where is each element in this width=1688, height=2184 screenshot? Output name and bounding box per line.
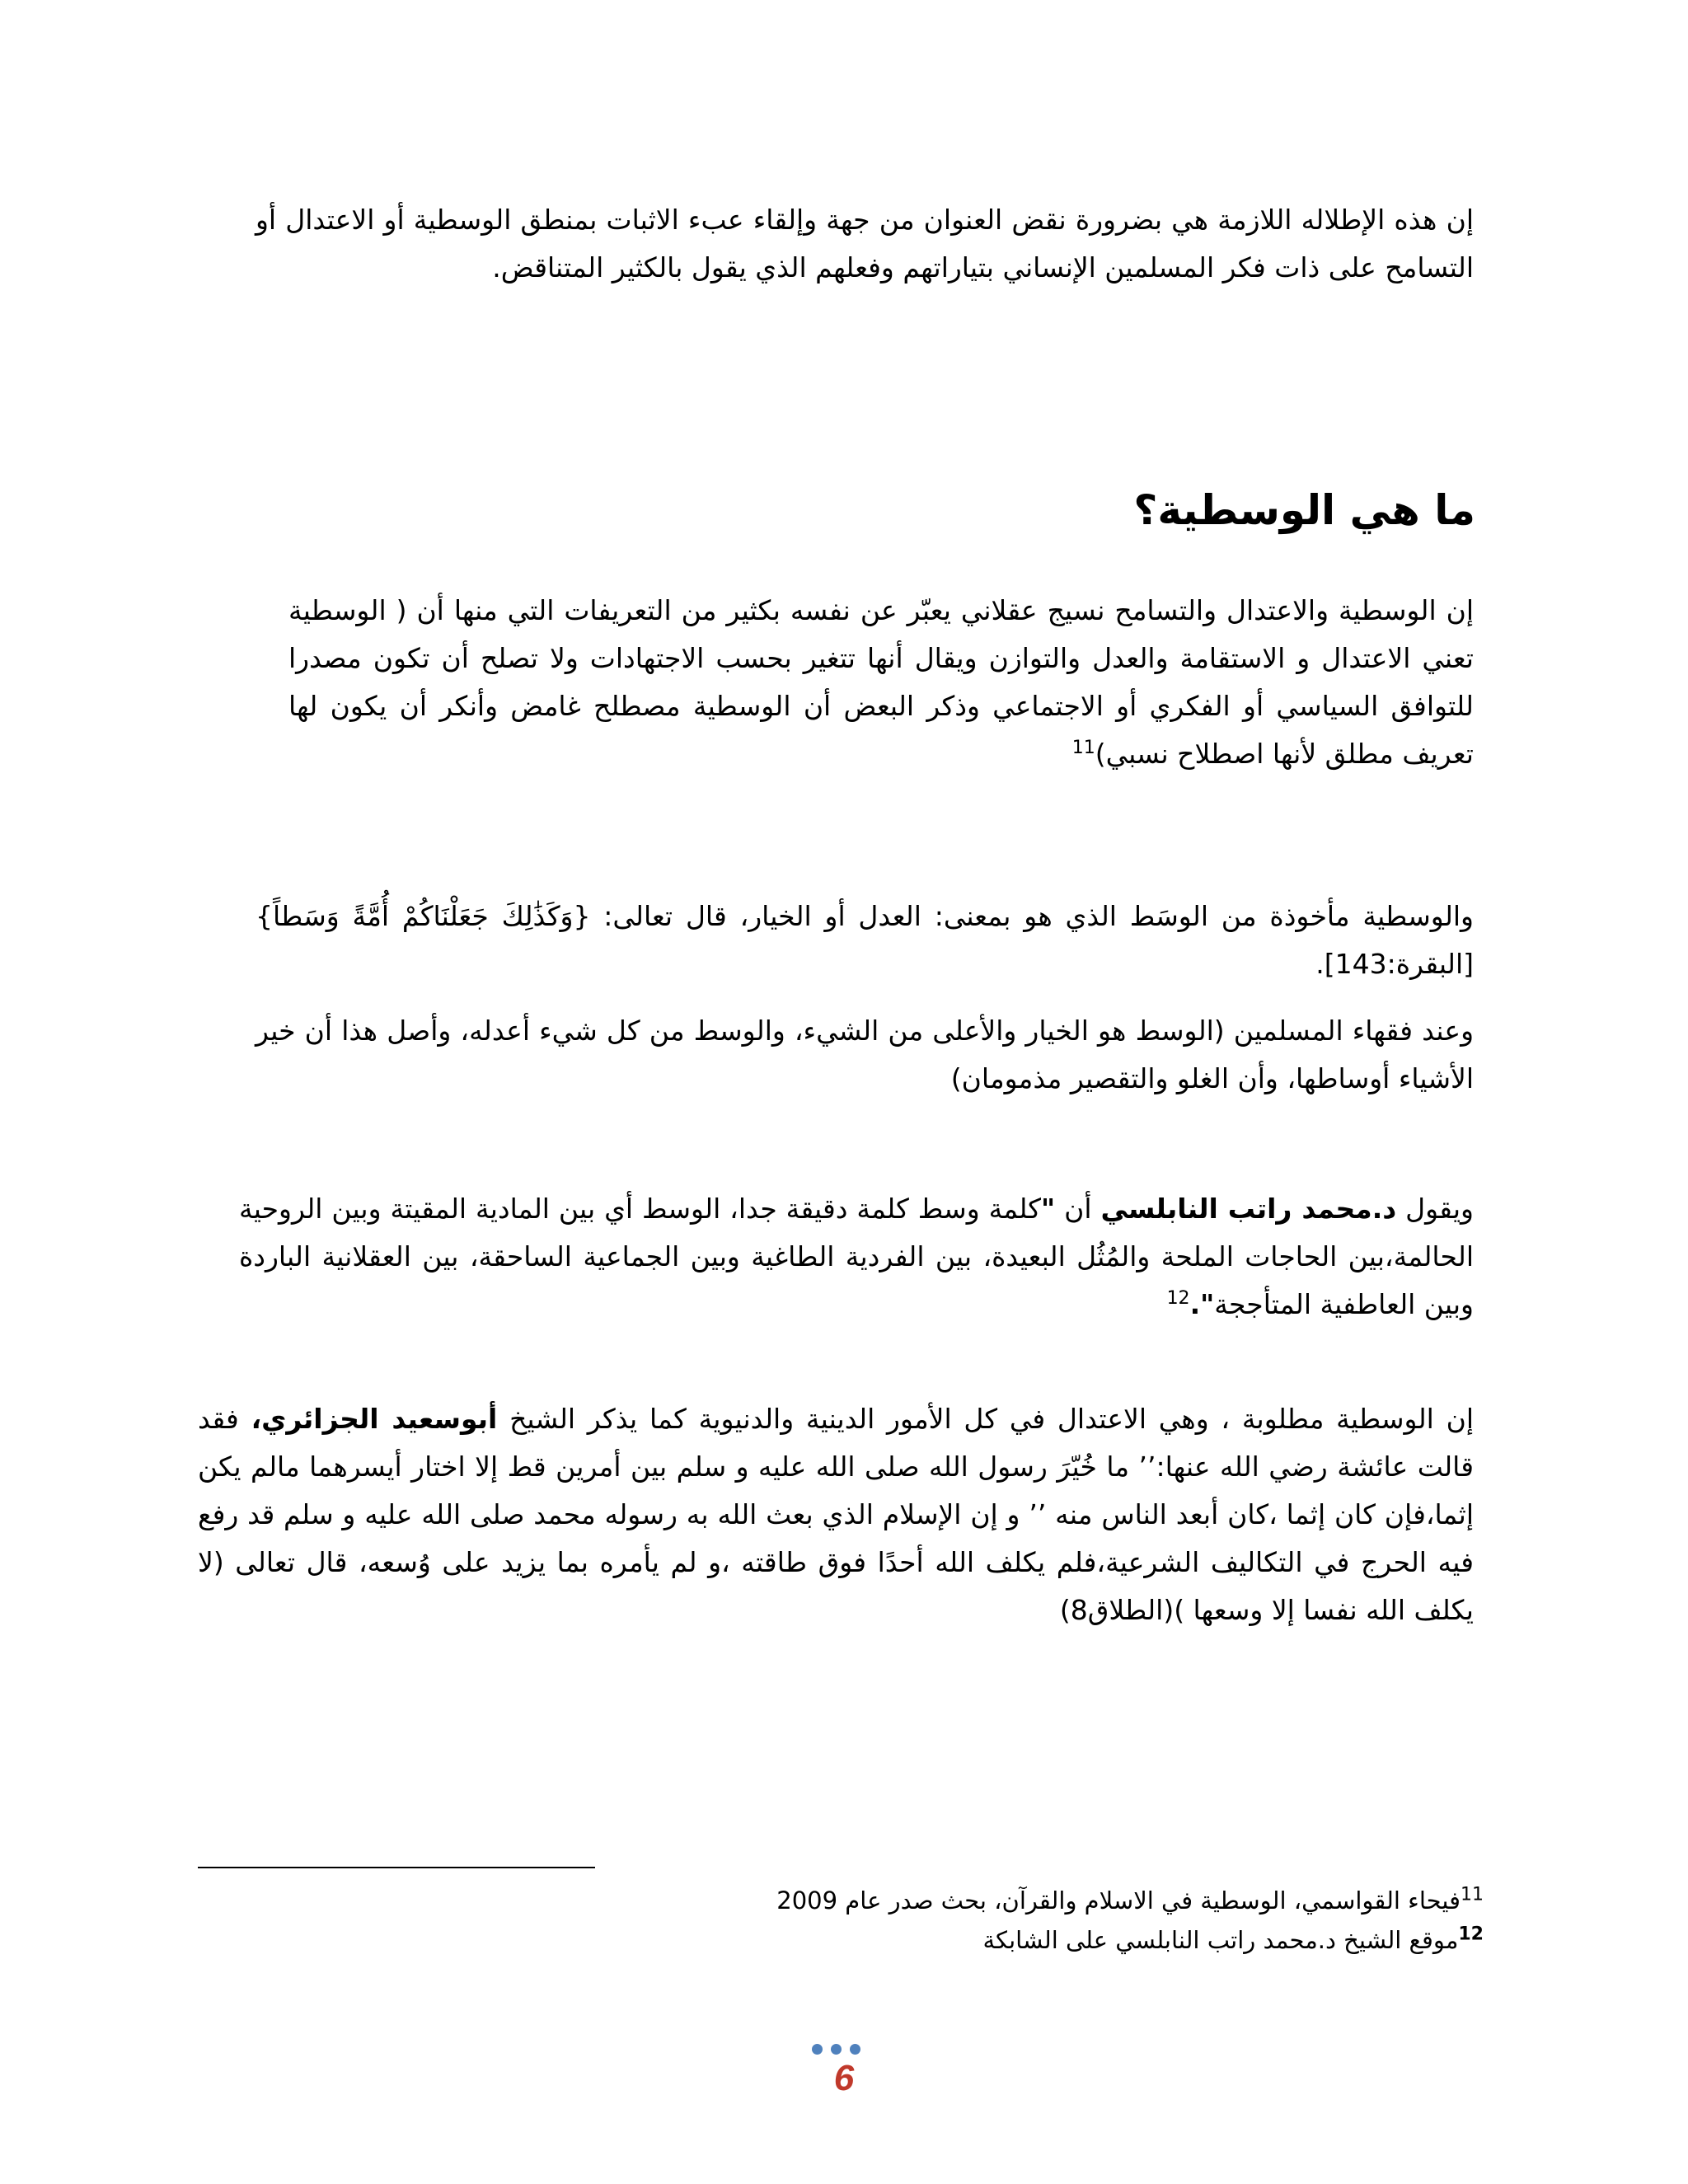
jazairi-text: فقد قالت عائشة رضي الله عنها:’’ ما خُيّرَ رسول الله صلى الله عليه و سلم بين أمرين قط إلا اختار أيسرهما مالم يكن إثما،فإن كان إثما ،كان أبعد الناس منه ’’ و إن الإسلام الذي بعث الله به رسوله محمد صلى الله عليه و سلم قد رفع فيه الحرج في التكاليف الشرعية،فلم يكلف الله أحدًا فوق طاقته ،و لم يأمره بما يزيد على وُسعه، قال تعالى (لا يكلف الله نفسا إلا وسعها )(الطلاق8) [198, 1403, 1474, 1626]
definition-paragraph [288, 587, 1474, 778]
dot-icon [850, 2044, 860, 2055]
page-ornament-dots [812, 2044, 860, 2055]
nabulsi-intro: ويقول [1396, 1193, 1474, 1225]
footnote-number: 11 [1461, 1884, 1484, 1905]
footnote-separator [198, 1867, 595, 1868]
page-number: 6 [833, 2058, 855, 2098]
footnote-11 [776, 1881, 1484, 1920]
dot-icon [812, 2044, 823, 2055]
nabulsi-name: د.محمد راتب النابلسي [1100, 1193, 1397, 1225]
definition-text: إن الوسطية والاعتدال والتسامح نسيج عقلاني يعبّر عن نفسه بكثير من التعريفات التي منها أن ( الوسطية تعني الاعتدال و الاستقامة والعدل والتوازن ويقال أنها تتغير بحسب الاجتهادات ولا تصلح أن تكون مصدرا للتوافق السياسي أو الفكري أو الاجتماعي وذكر البعض أن الوسطية مصطلح غامض وأنكر أن يكون لها تعريف مطلق لأنها اصطلاح نسبي) [288, 594, 1474, 770]
footnote-ref-12: 12 [1166, 1288, 1190, 1309]
quote-close: ". [1189, 1288, 1215, 1320]
section-heading: ما هي الوسطية؟ [1133, 486, 1475, 534]
footnote-number: 12 [1458, 1924, 1484, 1945]
jazairi-intro: إن الوسطية مطلوبة ، وهي الاعتدال في كل الأمور الدينية والدنيوية كما يذكر الشيخ [497, 1403, 1474, 1435]
nabulsi-paragraph [239, 1185, 1474, 1329]
footnote-text: فيحاء القواسمي، الوسطية في الاسلام والقرآن، بحث صدر عام 2009 [776, 1886, 1461, 1915]
jurists-paragraph: وعند فقهاء المسلمين (الوسط هو الخيار والأعلى من الشيء، والوسط من كل شيء أعدله، وأصل هذا أن خير الأشياء أوساطها، وأن الغلو والتقصير مذمومان) [256, 1015, 1474, 1094]
nabulsi-quote: كلمة وسط كلمة دقيقة جدا، الوسط أي بين المادية المقيتة وبين الروحية الحالمة،بين الحاجات الملحة والمُثُل البعيدة، بين الفردية الطاغية وبين الجماعية الساحقة، بين العقلانية الباردة وبين العاطفية المتأججة [239, 1193, 1474, 1320]
jazairi-paragraph [198, 1395, 1474, 1634]
footnote-ref-11: 11 [1071, 738, 1095, 758]
dot-icon [831, 2044, 842, 2055]
jazairi-name: أبوسعيد الجزائري، [251, 1403, 498, 1435]
footnote-12 [983, 1920, 1484, 1960]
etymology-paragraph: والوسطية مأخوذة من الوسَط الذي هو بمعنى: العدل أو الخيار، قال تعالى: {وَكَذَٰلِكَ جَعَلْنَاكُمْ أُمَّةً وَسَطاً} [البقرة:143]. [256, 900, 1474, 980]
nabulsi-that: أن [1055, 1193, 1101, 1225]
footnote-text: موقع الشيخ د.محمد راتب النابلسي على الشابكة [982, 1926, 1459, 1954]
intro-paragraph: إن هذه الإطلاله اللازمة هي بضرورة نقض العنوان من جهة وإلقاء عبء الاثبات بمنطق الوسطية أو الاعتدال أو التسامح على ذات فكر المسلمين الإنساني بتياراتهم وفعلهم الذي يقول بالكثير المتناقض. [256, 204, 1474, 284]
quote-open: " [1040, 1193, 1056, 1225]
